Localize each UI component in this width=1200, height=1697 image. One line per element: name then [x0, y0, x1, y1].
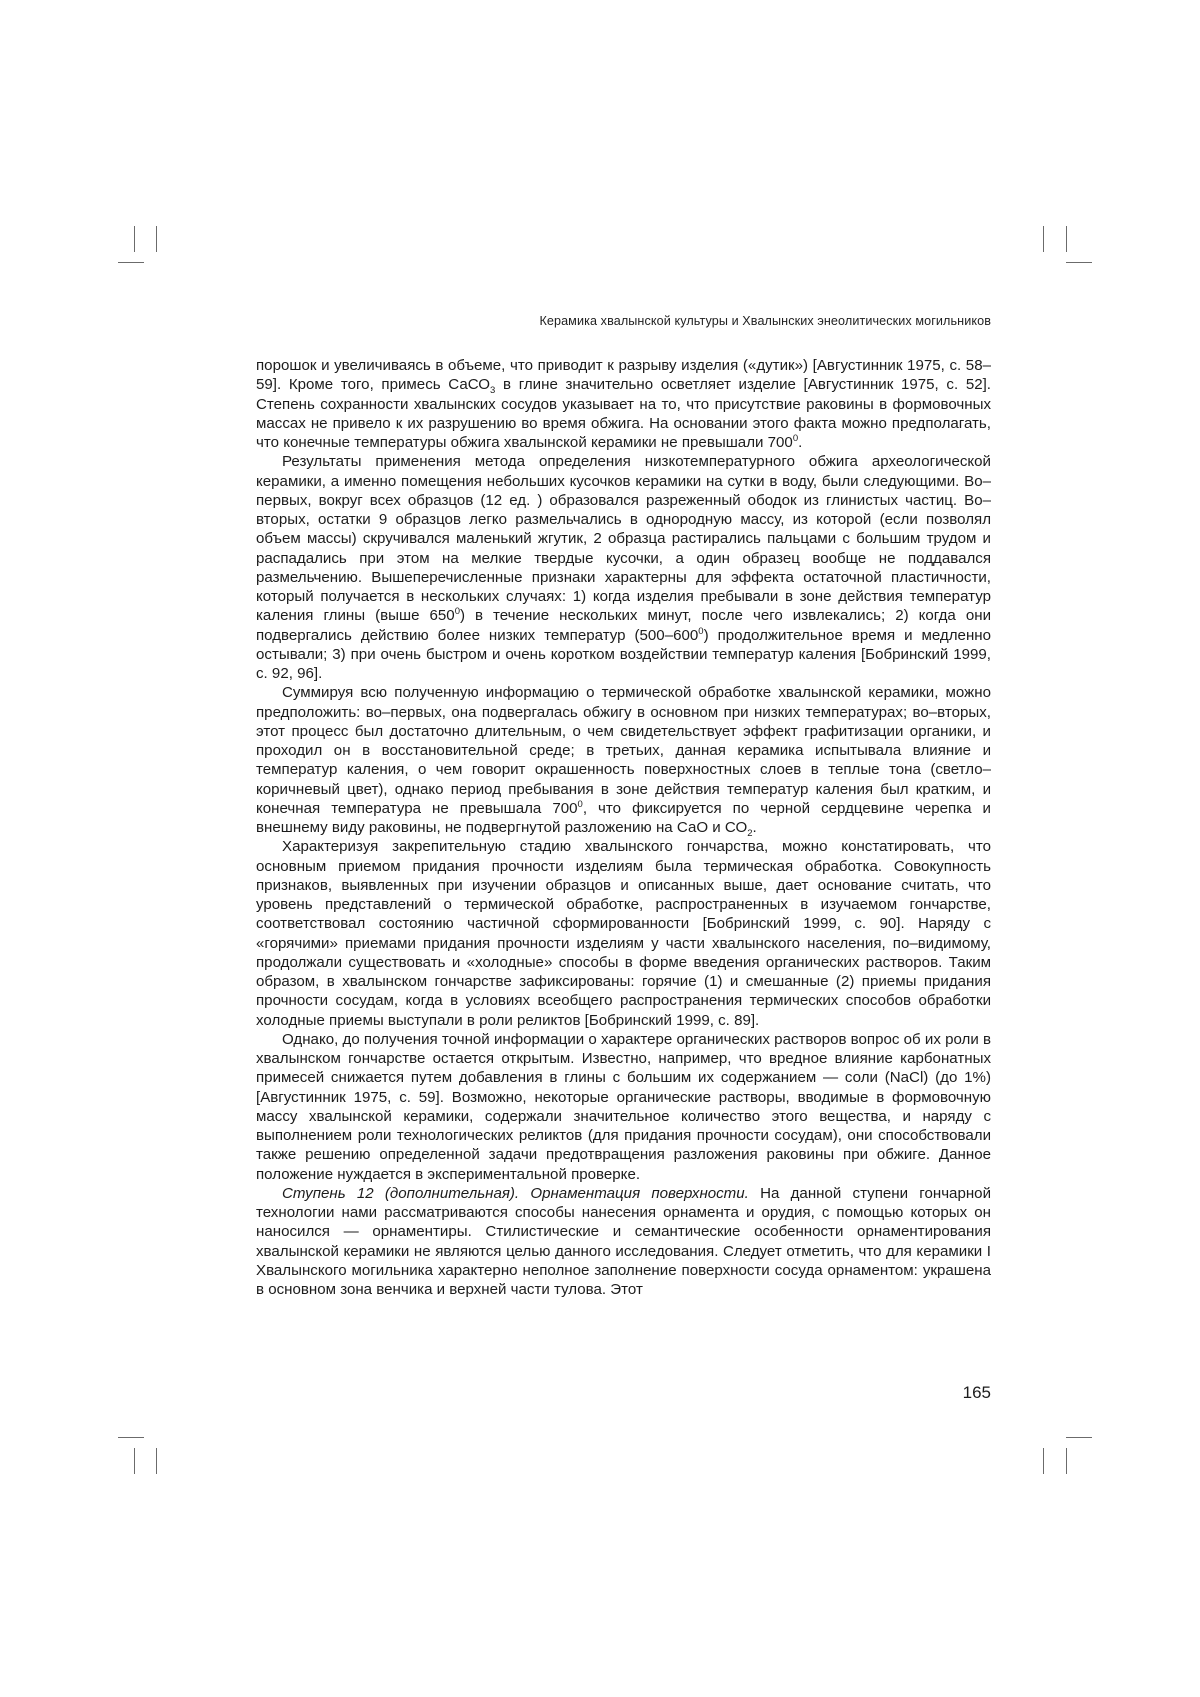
paragraph [256, 837, 991, 1030]
text-run: Однако, до получения точной информации о характере органических растворов вопрос об их роли в хвалынском гончарстве остается открытым. Известно, например, что вредное влияние карбонатных примесей снижается путем добавления в глины с большим их содержанием — соли (NaCl) (до 1%) [Августинник 1975, с. 59]. Возможно, некоторые органические растворы, вводимые в формовочную массу хвалынской керамики, содержали значительное количество этого вещества, и наряду с выполнением роли технологических реликтов (для придания прочности сосудам), они способствовали также решению определенной задачи предотвращения разложения раковины при обжиге. Данное положение нуждается в экспериментальной проверке. [256, 1030, 991, 1183]
superscript: 0 [698, 625, 704, 637]
text-run: Характеризуя закрепительную стадию хвалынского гончарства, можно констатировать, что основным приемом придания прочности изделиям была термическая обработка. Совокупность признаков, выявленных при изучении образцов и описанных выше, дает основание считать, что уровень представлений о термической обработке, распространенных в изучаемом гончарстве, соответствовал состоянию частичной сформированности [Бобринский 1999, с. 90]. Наряду с «горячими» приемами придания прочности изделиям у части хвалынского населения, по–видимому, продолжали существовать и «холодные» способы в форме введения органических растворов. Таким образом, в хвалынском гончарстве зафиксированы: горячие (1) и смешанные (2) приемы придания прочности сосудам, когда в условиях всеобщего распространения термических способов обработки холодные приемы выступали в роли реликтов [Бобринский 1999, с. 89]. [256, 838, 991, 1029]
crop-mark [134, 226, 135, 252]
paragraph [256, 356, 991, 452]
superscript: 0 [792, 432, 799, 444]
crop-mark [1043, 1448, 1044, 1474]
text-run: ) продолжительное время и медленно остывали; 3) при очень быстром и очень коротком воздействии температур каления [Бобринский 1999, с. 92, 96]. [256, 626, 992, 682]
text-run: Суммируя всю полученную информацию о термической обработке хвалынской керамики, можно предположить: во–первых, она подвергалась обжигу в основном при низких температурах; во–вторых, этот процесс был достаточно длительным, о чем свидетельствует эффект графитизации органики, и проходил он в восстановительной среде; в третьих, данная керамика испытывала влияние и температур каления, о чем говорит окрашенность поверхностных слоев в теплые тона (светло–коричневый цвет), однако период пребывания в зоне действия температур каления был кратким, и конечная температура не превышала 700 [256, 684, 991, 817]
crop-mark [1066, 262, 1092, 263]
superscript: 0 [454, 606, 460, 618]
text-run: На данной ступени гончарной технологии нами рассматриваются способы нанесения орнамента и орудия, с помощью которых он наносился — орнаментиры. Стилистические и семантические особенности орнаментирования хвалынской керамики не являются целью данного исследования. Следует отметить, что для керамики I Хвалынского могильника характерно неполное заполнение поверхности сосуда орнаментом: украшена в основном зона венчика и верхней части тулова. Этот [256, 1184, 992, 1298]
paragraph [256, 1184, 991, 1300]
crop-mark [1043, 226, 1044, 252]
crop-mark [118, 262, 144, 263]
text-run: Результаты применения метода определения низкотемпературного обжига археологической керамики, а именно помещения небольших кусочков керамики на сутки в воду, были следующими. Во–первых, вокруг всех образцов (12 ед. ) образовался разреженный ободок из глинистых частиц. Во–вторых, остатки 9 образцов легко размельчались в однородную массу, из которой (если позволял объем массы) скручивался маленький жгутик, 2 образца растирались пальцами с большим трудом и распадались при этом на мелкие твердые кусочки, а один образец вообще не поддавался размельчению. Вышеперечисленные признаки характерны для эффекта остаточной пластичности, который получается в нескольких случаях: 1) когда изделия пребывали в зоне действия температур каления глины (выше 650 [256, 453, 991, 625]
italic-run: Ступень 12 (дополнительная). Орнаментация поверхности. [282, 1184, 749, 1202]
paragraph [256, 1030, 991, 1184]
crop-mark [118, 1437, 144, 1438]
crop-mark [1066, 1448, 1067, 1474]
text-run: , что фиксируется по черной сердцевине черепка и внешнему виду раковины, не подвергнутой разложению на СаО и СО [256, 799, 991, 836]
text-run: порошок и увеличиваясь в объеме, что приводит к разрыву изделия («дутик») [Августинник 1975, с. 58–59]. Кроме того, примесь СаСО [256, 357, 991, 394]
paragraph [256, 452, 991, 683]
text-run: . [752, 819, 757, 836]
crop-mark [134, 1448, 135, 1474]
crop-mark [156, 226, 157, 252]
text-run: в глине значительно осветляет изделие [Августинник 1975, с. 52]. Степень сохранности хвалынских сосудов указывает на то, что присутствие раковины в формовочных массах не привело к их разрушению во время обжига. На основании этого факта можно предполагать, что конечные температуры обжига хвалынской керамики не превышали 700 [256, 376, 991, 451]
running-header: Керамика хвалынской культуры и Хвалынских энеолитических могильников [539, 314, 991, 328]
crop-mark [1066, 1437, 1092, 1438]
subscript: 3 [490, 385, 496, 397]
text-run: ) в течение нескольких минут, после чего извлекались; 2) когда они подвергались действию более низких температур (500–600 [256, 607, 992, 644]
paragraph [256, 683, 991, 840]
superscript: 0 [577, 798, 583, 810]
crop-mark [156, 1448, 157, 1474]
body-text [256, 356, 991, 1299]
crop-mark [1066, 226, 1067, 252]
page-number: 165 [962, 1383, 991, 1402]
subscript: 2 [747, 828, 753, 840]
text-run: . [798, 434, 803, 451]
